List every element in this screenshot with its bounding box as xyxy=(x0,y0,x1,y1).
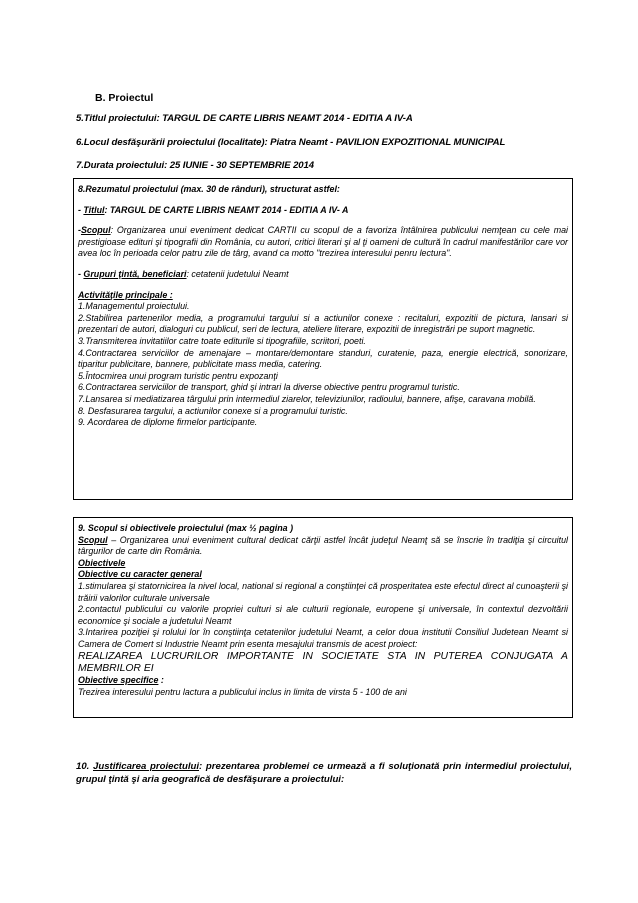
objectives-heading: 9. Scopul si obiectivele proiectului (max ½ pagina ) xyxy=(78,523,294,533)
justification-text: : prezentarea problemei ce urmează a fi soluţionată prin intermediul proiectului, grupul ţintă şi aria geografică de desfăşurare a proiectului: xyxy=(76,761,572,785)
title-value: : TARGUL DE CARTE LIBRIS NEAMT 2014 - EDITIA A IV- A xyxy=(104,204,349,215)
project-duration-line: 7.Durata proiectului: 25 IUNIE - 30 SEPTEMBRIE 2014 xyxy=(76,160,315,171)
section-b-heading: B. Proiectul xyxy=(95,92,154,104)
project-title-line: 5.Titlul proiectului: TARGUL DE CARTE LIBRIS NEAMT 2014 - EDITIA A IV-A xyxy=(76,113,413,124)
specific-objectives-text: Trezirea interesului pentru lactura a publicului inclus in limita de virsta 5 - 100 de ani xyxy=(78,686,407,697)
project-location-line: 6.Locul desfăşurării proiectului (localitate): Piatra Neamt - PAVILION EXPOZITIONAL MUNICIPAL xyxy=(76,137,506,148)
summary-target-groups: - Grupuri ţintă, beneficiari: cetatenii judetului Neamt xyxy=(78,268,289,279)
scope-text: : Organizarea unui eveniment dedicat CARTII cu scopul de a favoriza întâlnirea publicului nemţean cu cele mai prestigioase edituri şi tipografii din România, cu autori, critici literari şi al ţi oameni de cultură în cadrul manifestărilor care vor avea loc în perioada celor patru zile de târg, avand ca motto "trezirea interesului penru lectura". xyxy=(78,225,568,259)
activity-item: 9. Acordarea de diplome firmelor participante. xyxy=(78,417,258,428)
summary-title: - Titlul: TARGUL DE CARTE LIBRIS NEAMT 2014 - EDITIA A IV- A xyxy=(78,204,349,215)
target-groups-text: : cetatenii judetului Neamt xyxy=(186,268,289,279)
objectives-scope-text: – Organizarea unui eveniment cultural dedicat cărţii astfel încât judeţul Neamţ să se înscrie în tradiţia şi circuitul târgurilor de carte din România. xyxy=(78,534,568,557)
objectives-scope xyxy=(78,535,568,558)
activity-item: 6.Contractarea serviciilor de transport, ghid şi intrari la diverse obiective pentru programul turistic. xyxy=(78,382,460,393)
specific-objectives-label: Obiective specifice xyxy=(78,675,159,686)
objectives-label: Obiectivele xyxy=(78,557,126,568)
objectives-box xyxy=(73,517,573,718)
target-groups-label: Grupuri ţintă, beneficiari xyxy=(83,268,187,279)
activity-item: 8. Desfasurarea targului, a actiunilor conexe si a programului turistic. xyxy=(78,405,348,416)
activities-heading: Activităţile principale : xyxy=(78,289,173,300)
summary-heading: 8.Rezumatul proiectului (max. 30 de rânduri), structurat astfel: xyxy=(78,184,340,194)
activity-item: 3.Transmiterea invitatiilor catre toate editurile si tipografiile, scriitori, poeti. xyxy=(78,335,366,346)
objectives-motto: REALIZAREA LUCRURILOR IMPORTANTE IN SOCIETATE STA IN PUTEREA CONJUGATA A MEMBRILOR EI xyxy=(78,650,568,674)
activity-item: 4.Contractarea serviciilor de amenajare – montare/demontare standuri, curatenie, paza, energie electrică, sonorizare, tiparitur publicitare, bannere, publicitate mass media, catering. xyxy=(78,347,568,370)
summary-box xyxy=(73,178,573,500)
justification-label: Justificarea proiectului xyxy=(93,761,200,772)
specific-objectives: Obiective specifice : xyxy=(78,675,164,686)
activity-item: 2.Stabilirea partenerilor media, a programului targului si a actiunilor conexe : recitaluri, expozitii de pictura, lansari si prezentari de autori, dialoguri cu publicul, seri de lectura, ateliere literare, expozitii de inregistrări pe suport magnetic. xyxy=(78,312,568,335)
activity-item: 5.Întocmirea unui program turistic pentru expozanţi xyxy=(78,370,278,381)
general-objectives-label: Obiective cu caracter general xyxy=(78,569,202,580)
objectives-scope-label: Scopul xyxy=(78,534,108,545)
activity-item: 7.Lansarea si mediatizarea târgului prin intermediul ziarelor, televiziunilor, radioului, bannere, afişe, caravana mobilă. xyxy=(78,393,536,404)
summary-scope: -Scopul: Organizarea unui eveniment dedicat CARTII cu scopul de a favoriza întâlnirea publicului nemţean cu cele mai prestigioase edituri şi tipografii din România, cu autori, critici literari şi al ţi oameni de cultură în cadrul manifestărilor care vor avea loc în perioada celor patru zile de târg, avand ca motto "trezirea interesului penru lectura". xyxy=(78,225,568,259)
section-10-justification: 10. Justificarea proiectului: prezentarea problemei ce urmează a fi soluţionată prin intermediul proiectului, grupul ţintă şi aria geografică de desfăşurare a proiectului: xyxy=(76,761,572,785)
general-objective-item: 1.stimularea şi statornicirea la nivel local, national si regional a conştiinţei că prosperitatea este efectul direct al cunoaşterii şi trăirii valorilor culturale universale xyxy=(78,580,568,603)
activity-item: 1.Managementul proiectului. xyxy=(78,301,190,312)
general-objective-item: 3.Intarirea poziţiei şi rolului lor în conştiinţa cetatenilor judetului Neamt, a celor doua institutii Consiliul Judetean Neamt si Camera de Comert si Industrie Neamt prin esenta mesajului transmis de acest proiect: xyxy=(78,627,568,649)
general-objective-item: 2.contactul publicului cu valorile propriei culturi si ale culturii regionale, europene şi universale, în contextul dezvoltării economice şi sociale a judetului Neamt xyxy=(78,604,568,626)
title-label: Titlul xyxy=(83,204,105,215)
scope-label: Scopul xyxy=(80,225,111,236)
